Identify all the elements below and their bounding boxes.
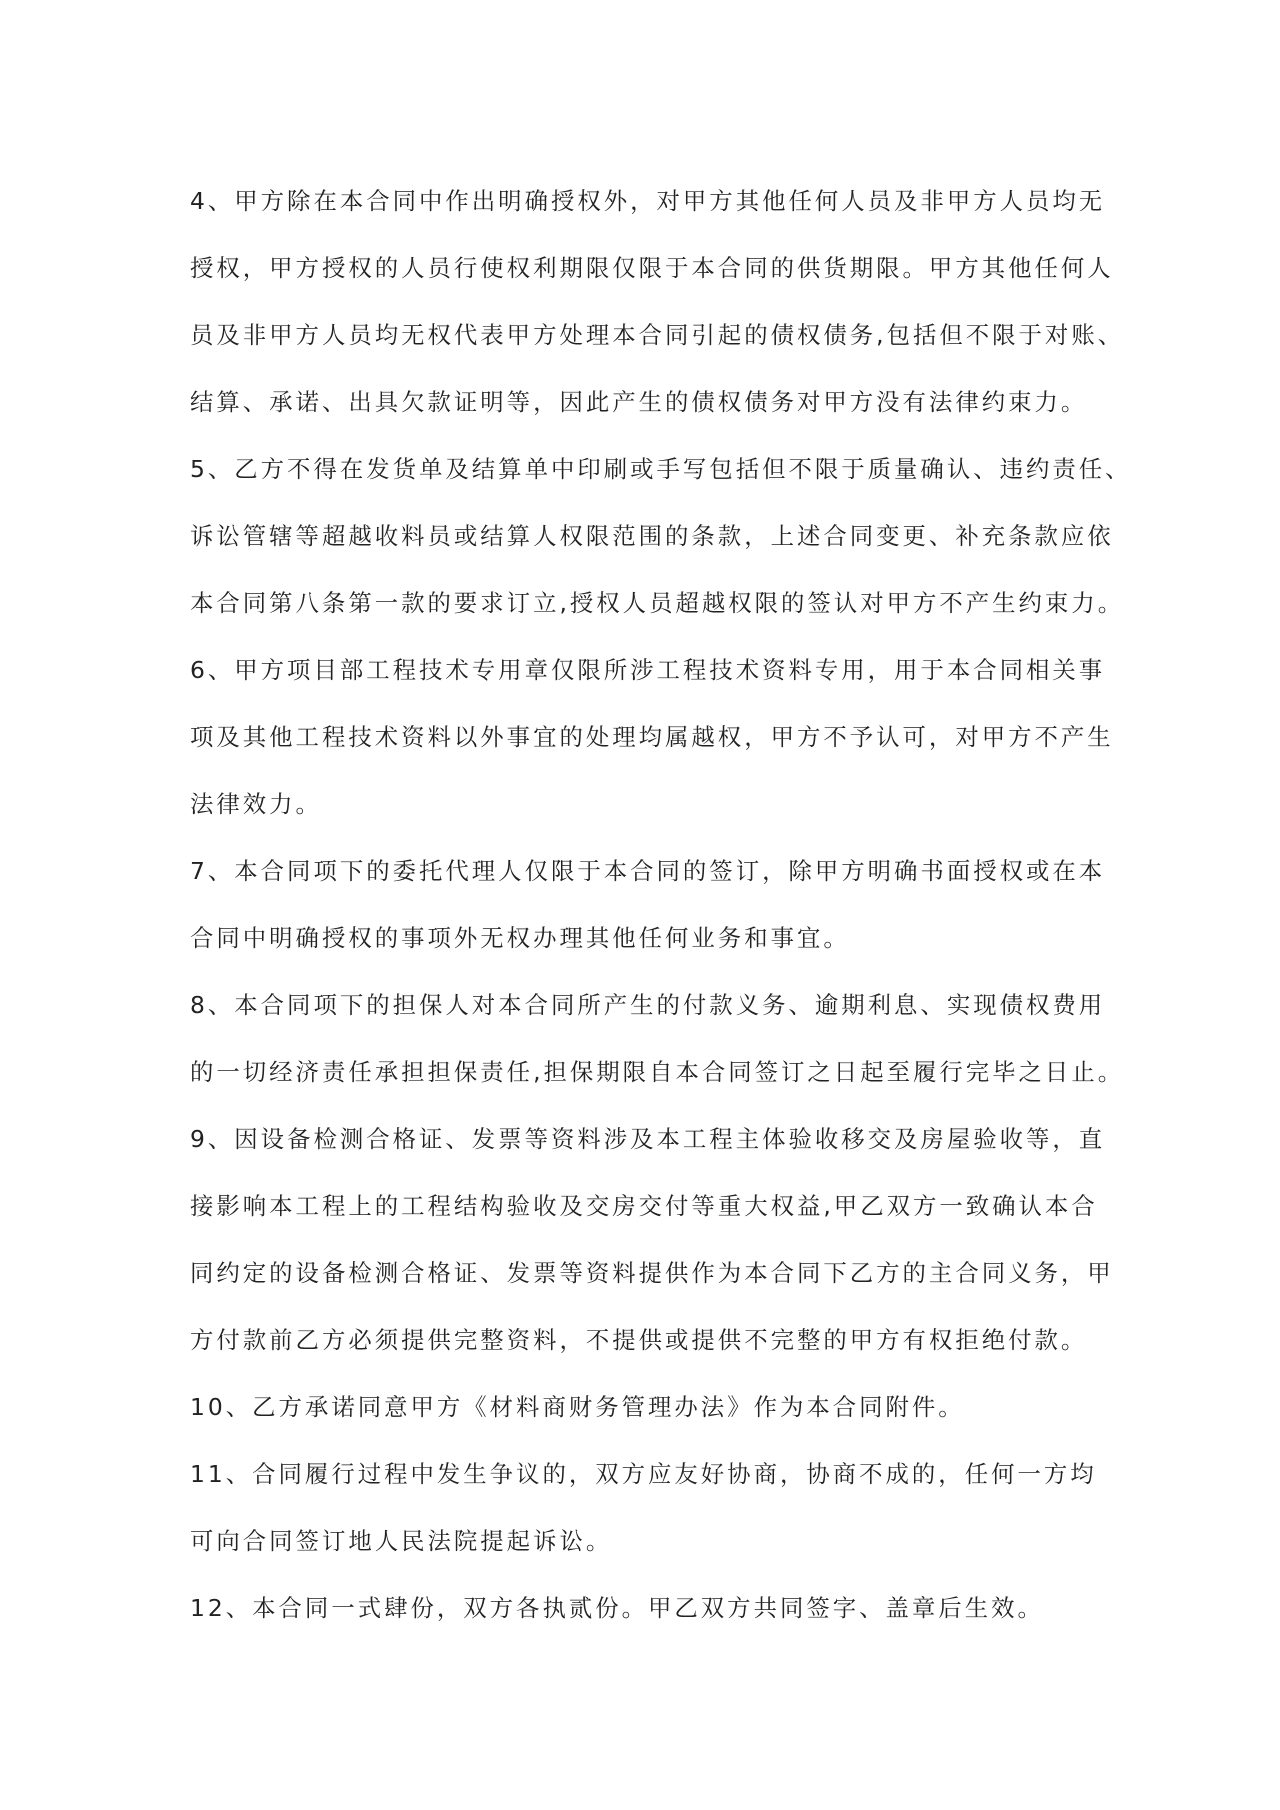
clause-10 — [190, 1374, 1110, 1441]
clause-line: 项及其他工程技术资料以外事宜的处理均属越权，甲方不予认可，对甲方不产生 — [190, 723, 1114, 751]
clause-line: 授权，甲方授权的人员行使权利期限仅限于本合同的供货期限。甲方其他任何人 — [190, 254, 1114, 282]
clause-line: 可向合同签订地人民法院提起诉讼。 — [190, 1527, 613, 1555]
clause-line: 诉讼管辖等超越收料员或结算人权限范围的条款，上述合同变更、补充条款应依 — [190, 522, 1114, 550]
clause-line: 合同中明确授权的事项外无权办理其他任何业务和事宜。 — [190, 924, 850, 952]
clause-4 — [190, 168, 1125, 436]
clause-line: 本合同第八条第一款的要求订立,授权人员超越权限的签认对甲方不产生约束力。 — [190, 589, 1125, 617]
clause-line: 的一切经济责任承担担保责任,担保期限自本合同签订之日起至履行完毕之日止。 — [190, 1058, 1125, 1086]
clause-line: 6、甲方项目部工程技术专用章仅限所涉工程技术资料专用，用于本合同相关事 — [190, 656, 1106, 684]
clause-line: 员及非甲方人员均无权代表甲方处理本合同引起的债权债务,包括但不限于对账、 — [190, 321, 1125, 349]
clause-line: 8、本合同项下的担保人对本合同所产生的付款义务、逾期利息、实现债权费用 — [190, 991, 1106, 1019]
clause-line: 同约定的设备检测合格证、发票等资料提供作为本合同下乙方的主合同义务，甲 — [190, 1259, 1114, 1287]
clause-line: 结算、承诺、出具欠款证明等，因此产生的债权债务对甲方没有法律约束力。 — [190, 388, 1088, 416]
clause-line: 9、因设备检测合格证、发票等资料涉及本工程主体验收移交及房屋验收等，直 — [190, 1125, 1106, 1153]
clause-5 — [190, 436, 1132, 637]
clause-12 — [190, 1575, 1110, 1642]
clause-9 — [190, 1106, 1114, 1374]
clause-11 — [190, 1441, 1110, 1575]
contract-clauses — [190, 168, 1132, 1642]
clause-8 — [190, 972, 1125, 1106]
clause-line: 方付款前乙方必须提供完整资料，不提供或提供不完整的甲方有权拒绝付款。 — [190, 1326, 1088, 1354]
clause-line: 法律效力。 — [190, 790, 322, 818]
clause-line: 5、乙方不得在发货单及结算单中印刷或手写包括但不限于质量确认、违约责任、 — [190, 455, 1132, 483]
clause-7 — [190, 838, 1110, 972]
clause-line: 4、甲方除在本合同中作出明确授权外，对甲方其他任何人员及非甲方人员均无 — [190, 187, 1106, 215]
clause-line: 11、合同履行过程中发生争议的，双方应友好协商，协商不成的，任何一方均 — [190, 1460, 1097, 1488]
clause-line: 7、本合同项下的委托代理人仅限于本合同的签订，除甲方明确书面授权或在本 — [190, 857, 1106, 885]
clause-6 — [190, 637, 1114, 838]
clause-line: 接影响本工程上的工程结构验收及交房交付等重大权益,甲乙双方一致确认本合 — [190, 1192, 1098, 1220]
clause-line: 12、本合同一式肆份，双方各执贰份。甲乙双方共同签字、盖章后生效。 — [190, 1594, 1044, 1622]
clause-line: 10、乙方承诺同意甲方《材料商财务管理办法》作为本合同附件。 — [190, 1393, 965, 1421]
